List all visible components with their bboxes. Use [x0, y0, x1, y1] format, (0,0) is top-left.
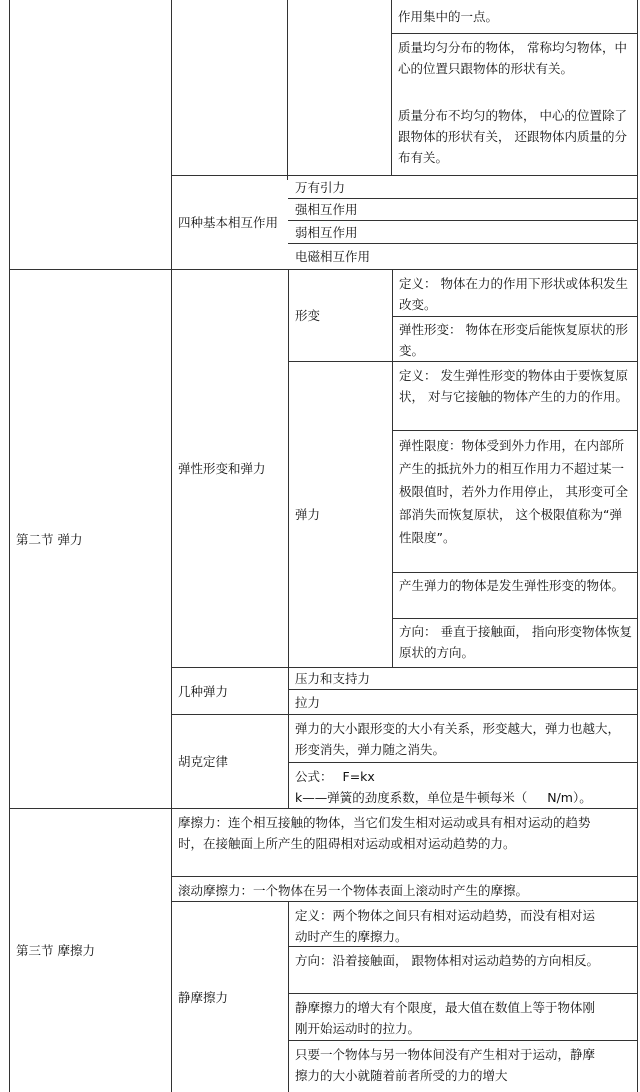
deformation-definition: 定义： 物体在力的作用下形状或体积发生改变。	[399, 276, 628, 312]
interaction-item: 电磁相互作用	[295, 249, 371, 264]
section3-title: 第三节 摩擦力	[16, 943, 95, 958]
row-line	[391, 33, 637, 34]
cog-intro: 作用集中的一点。	[398, 9, 499, 24]
elastic-force-label: 弹力	[295, 507, 321, 522]
row-line	[288, 762, 637, 763]
kinds-item: 拉力	[295, 694, 321, 710]
kinds-item: 压力和支持力	[295, 671, 371, 686]
hooke-description: 弹力的大小跟形变的大小有关系，形变越大，弹力也越大，形变消失，弹力随之消失。	[295, 721, 621, 757]
section2-title: 第二节 弹力	[16, 531, 83, 547]
static-friction-direction: 方向：沿着接触面， 跟物体相对运动趋势的方向相反。	[295, 953, 599, 968]
friction-definition: 摩擦力：连个相互接触的物体，当它们发生相对运动或具有相对运动的趋势时，在接触面上所产生的阻碍相对运动或相对运动趋势的力。	[178, 815, 591, 851]
interaction-item: 万有引力	[295, 179, 346, 195]
static-friction-definition: 定义：两个物体之间只有相对运动趋势，而没有相对运动时产生的摩擦力。	[295, 908, 596, 944]
static-friction-label: 静摩擦力	[178, 989, 229, 1005]
divider-col2-top	[287, 0, 288, 180]
elastic-force-direction: 方向： 垂直于接触面， 指向形变物体恢复原状的方向。	[399, 624, 632, 660]
table-border-right	[637, 0, 638, 1092]
elastic-label: 弹性形变和弹力	[178, 461, 266, 476]
hooke-label: 胡克定律	[178, 754, 229, 769]
elastic-force-definition: 定义： 发生弹性形变的物体由于要恢复原状， 对与它接触的物体产生的力的作用。	[399, 368, 628, 404]
four-interactions-label: 四种基本相互作用	[178, 215, 279, 230]
row-line	[171, 876, 637, 877]
kinds-label: 几种弹力	[178, 683, 229, 699]
elastic-limit: 弹性限度：物体受到外力作用，在内部所产生的抵抗外力的相互作用力不超过某一极限值时，若外力作用停止， 其形变可全部消失而恢复原状， 这个极限值称为“弹性限度”。	[399, 438, 628, 545]
hooke-formula-row	[289, 764, 635, 787]
row-line	[392, 430, 637, 431]
elastic-deformation: 弹性形变： 物体在形变后能恢复原状的形变。	[399, 322, 628, 358]
row-line	[288, 993, 637, 994]
elastic-force-source: 产生弹力的物体是发生弹性形变的物体。	[399, 578, 625, 593]
interaction-item: 弱相互作用	[295, 224, 358, 240]
rolling-friction: 滚动摩擦力：一个物体在另一个物体表面上滚动时产生的摩擦。	[178, 883, 529, 898]
formula: F=kx	[342, 769, 375, 784]
row-line	[288, 1040, 637, 1041]
deformation-label: 形变	[295, 308, 321, 323]
static-friction-magnitude: 只要一个物体与另一物体间没有产生相对于运动，静摩擦力的大小就随着前者所受的力的增大	[295, 1047, 596, 1083]
static-friction-limit: 静摩擦力的增大有个限度，最大值在数值上等于物体刚刚开始运动时的拉力。	[295, 1000, 596, 1036]
cog-uniform: 质量均匀分布的物体， 常称均匀物体，中心的位置只跟物体的形状有关。	[398, 40, 627, 76]
interaction-item: 强相互作用	[295, 202, 358, 217]
k-description: k——弹簧的劲度系数，单位是牛顿每米（	[295, 790, 528, 805]
k-unit: N/m）。	[547, 790, 592, 805]
cog-nonuniform: 质量分布不均匀的物体， 中心的位置除了跟物体的形状有关， 还跟物体内质量的分布有关。	[398, 108, 627, 165]
formula-prefix: 公式：	[295, 769, 333, 784]
hooke-k-row	[289, 785, 637, 808]
